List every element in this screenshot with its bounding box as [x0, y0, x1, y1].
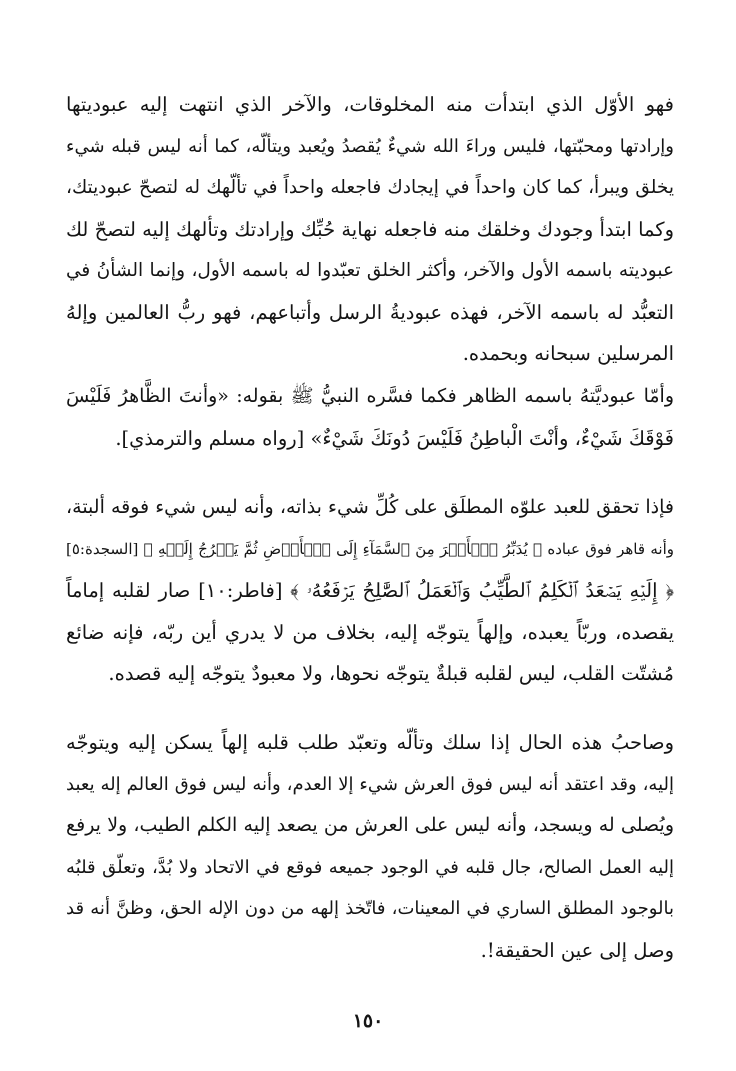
text-line: فَوْقَكَ شَيْءٌ، وأنْتَ الْباطِنُ فَلَيْسَ دُونَكَ شَيْءٌ» [رواه مسلم والترمذي].: [115, 426, 674, 450]
text-line: وصاحبُ هذه الحال إذا سلك وتألّه وتعبّد طلب قلبه إلهاً يسكن إليه ويتوجّه: [66, 731, 674, 754]
text-line: يخلق ويبرأ، كما كان واحداً في إيجادك فاجعله واحداً في تألّهك له لتصحّ عبوديتك،: [66, 177, 674, 198]
text-line: وكما ابتدأ وجودك وخلقك منه فاجعله نهاية حُبِّك وإرادتك وتألهك إليه لتصحّ لك: [66, 217, 674, 241]
paragraph-4: [66, 722, 674, 971]
paragraph-2: [66, 376, 674, 459]
text-line: المرسلين سبحانه وبحمده.: [462, 342, 674, 365]
text-line: وصل إلى عين الحقيقة!.: [480, 938, 674, 962]
text-line: إليه، وقد اعتقد أنه ليس فوق العرش شيء إلا العدم، وأنه ليس فوق العالم إله يعبد: [66, 773, 674, 795]
text-line: ويُصلى له ويسجد، وأنه ليس على العرش من يصعد إليه الكلم الطيب، ولا يرفع: [66, 814, 674, 836]
text-line: فإذا تحقق للعبد علوّه المطلَق على كُلِّ شيء بذاته، وأنه ليس شيء فوقه ألبتة،: [66, 496, 674, 518]
text-line: وإرادتها ومحبّتها، فليس وراءَ الله شيءٌ يُقصدُ ويُعبد ويتألّه، كما أنه ليس قبله شيء: [66, 135, 674, 157]
paragraph-1: [66, 84, 674, 375]
text-line: فهو الأوّل الذي ابتدأت منه المخلوقات، والآخر الذي انتهت إليه عبوديتها: [66, 93, 674, 116]
text-line: عبوديته باسمه الأول والآخر، وأكثر الخلق تعبّدوا له باسمه الأول، وإنما الشأنُ في: [66, 260, 674, 281]
quran-verse-line: ﴿ إِلَيۡهِ يَصۡعَدُ ٱلۡكَلِمُ ٱلطَّيِّبُ وَٱلۡعَمَلُ ٱلصَّٰلِحُ يَرۡفَعُهُۥ ﴾ [فاطر:١٠] صار لقلبه إماماً: [66, 579, 674, 602]
text-line: مُشتّت القلب، ليس لقلبه قبلةٌ يتوجّه نحوها، ولا معبودٌ يتوجّه إليه قصده.: [108, 662, 674, 685]
text-line: بالوجود المطلق الساري في المعينات، فاتّخذ إلهه من دون الإله الحق، وظنَّ أنه قد: [66, 898, 674, 919]
text-line: التعبُّد له باسمه الآخر، فهذه عبوديةُ الرسل وأتباعهم، فهو ربُّ العالمين وإلهُ: [66, 300, 674, 324]
paragraph-3: [66, 487, 674, 695]
quran-verse-line: وأنه قاهر فوق عباده ﴿ يُدَبِّرُ ٱلۡأَمۡرَ مِنَ ٱلسَّمَآءِ إِلَى ٱلۡأَرۡضِ ثُمَّ يَعۡرُجُ إِلَيۡهِ ﴾ [السجدة:٥]: [66, 539, 674, 558]
text-line: وأمّا عبوديَّتهُ باسمه الظاهر فكما فسَّره النبيُّ ﷺ بقوله: «وأنتَ الظَّاهرُ فَلَيْسَ: [66, 385, 674, 407]
text-line: يقصده، وربّاً يعبده، وإلهاً يتوجّه إليه، بخلاف من لا يدري أين ربّه، فإنه ضائع: [66, 620, 674, 644]
text-line: إليه العمل الصالح، جال قلبه في الوجود جميعه فوقع في الاتحاد ولا بُدَّ، وتعلّق قلبُه: [66, 856, 674, 878]
page-number: ١٥٠: [352, 1010, 384, 1032]
